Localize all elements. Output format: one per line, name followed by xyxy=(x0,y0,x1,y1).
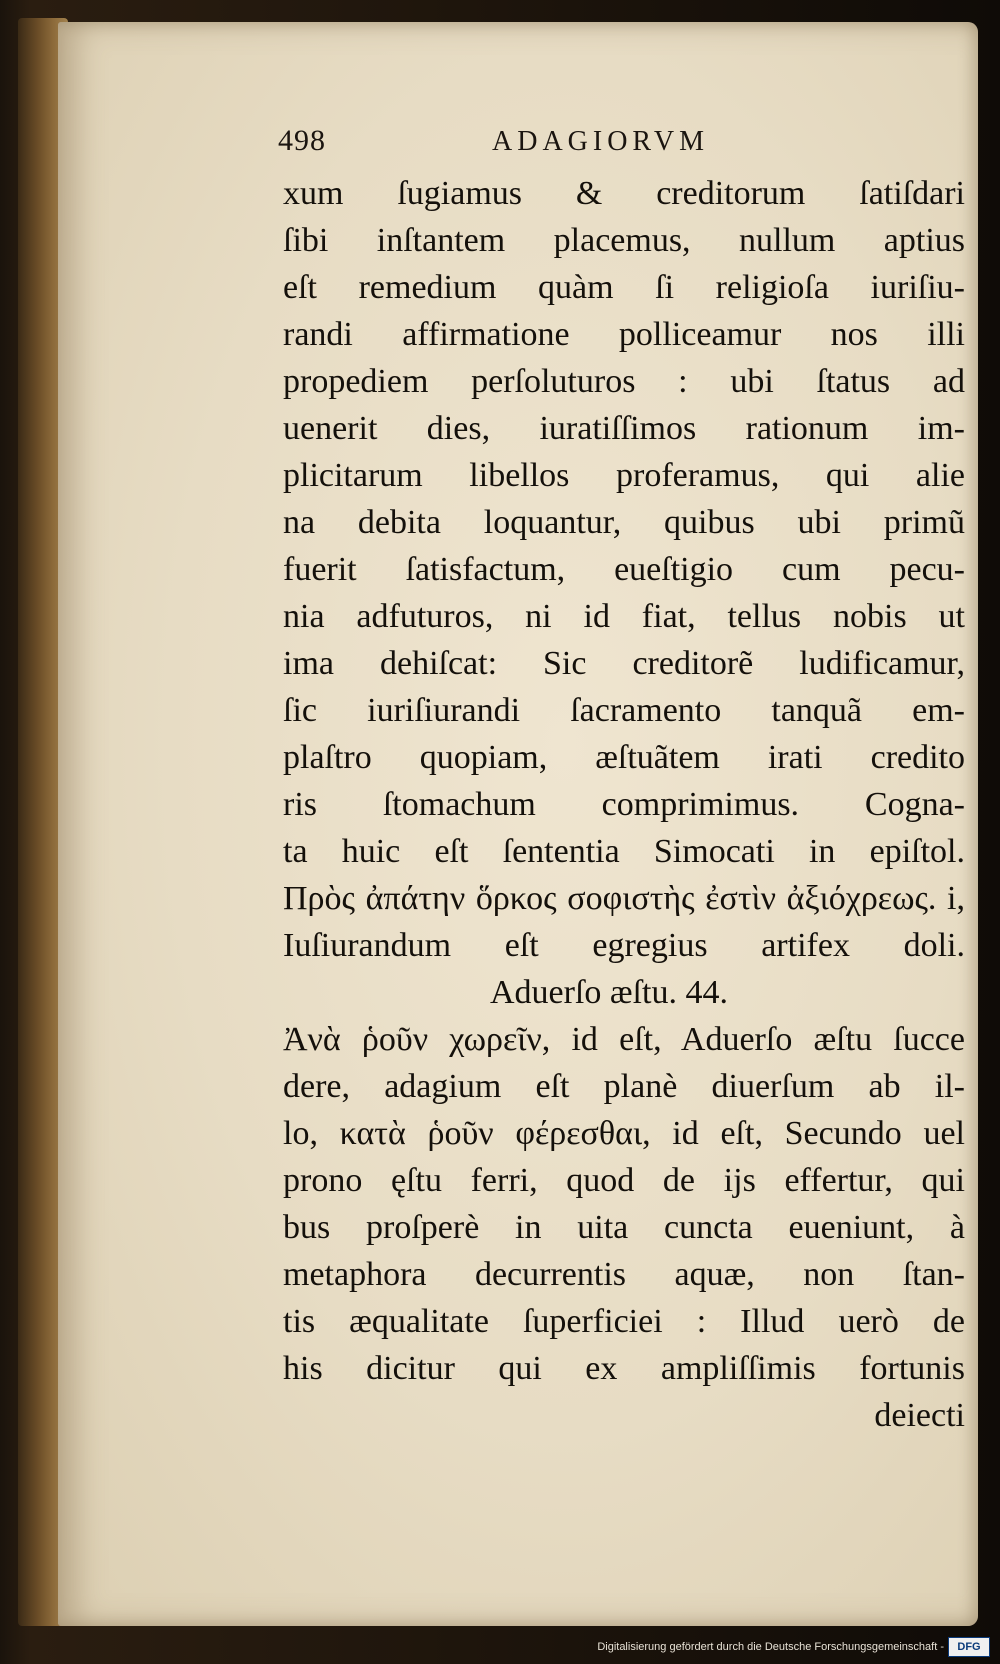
text-line: plaſtro quopiam, æſtuãtem irati credito xyxy=(283,739,965,776)
text-line: nia adfuturos, ni id fiat, tellus nobis ut xyxy=(283,598,965,635)
text-line: ſic iuriſiurandi ſacramento tanquã em- xyxy=(283,692,965,729)
text-line: ima dehiſcat: Sic creditorẽ ludificamur, xyxy=(283,645,965,682)
text-line: na debita loquantur, quibus ubi primũ xyxy=(283,504,965,541)
text-line: his dicitur qui ex ampliſſimis fortunis xyxy=(283,1350,965,1387)
text-line: metaphora decurrentis aquæ, non ſtan- xyxy=(283,1256,965,1293)
text-line: plicitarum libellos proferamus, qui alie xyxy=(283,457,965,494)
text-line: ris ſtomachum comprimimus. Cogna- xyxy=(283,786,965,823)
text-line: eſt remedium quàm ſi religioſa iuriſiu- xyxy=(283,269,965,306)
text-line: dere, adagium eſt planè diuerſum ab il- xyxy=(283,1068,965,1105)
catchword: deiecti xyxy=(874,1397,965,1434)
adage-heading: Aduerſo æſtu. 44. xyxy=(490,974,728,1011)
text-line: propediem perſoluturos : ubi ſtatus ad xyxy=(283,363,965,400)
digitization-credit: Digitalisierung gefördert durch die Deutsche Forschungsgemeinschaft - xyxy=(597,1641,944,1653)
dfg-logo: DFG xyxy=(948,1637,990,1657)
text-line: tis æqualitate ſuperficiei : Illud uerò de xyxy=(283,1303,965,1340)
text-line: Ἀνὰ ῥοῦν χωρεῖν, id eſt, Aduerſo æſtu ſucce xyxy=(283,1021,965,1058)
page-number: 498 xyxy=(278,124,326,157)
text-line: lo, κατὰ ῥοῦν φέρεσθαι, id eſt, Secundo uel xyxy=(283,1115,965,1152)
text-line: bus proſperè in uita cuncta eueniunt, à xyxy=(283,1209,965,1246)
body-text xyxy=(283,170,965,1434)
greek-quotation: Πρὸς ἀπάτην ὅρκος σοφιστὴς ἐστὶν ἀξιόχρεως. i, xyxy=(283,880,965,917)
page-header xyxy=(278,124,798,168)
text-line: prono ęſtu ferri, quod de ijs effertur, qui xyxy=(283,1162,965,1199)
text-line: Iuſiurandum eſt egregius artifex doli. xyxy=(283,927,965,964)
text-line: fuerit ſatisfactum, eueſtigio cum pecu- xyxy=(283,551,965,588)
text-line: uenerit dies, iuratiſſimos rationum im- xyxy=(283,410,965,447)
text-line: xum ſugiamus & creditorum ſatiſdari xyxy=(283,175,965,212)
text-line: ſibi inſtantem placemus, nullum aptius xyxy=(283,222,965,259)
text-line: ta huic eſt ſententia Simocati in epiſtol. xyxy=(283,833,965,870)
text-line: randi affirmatione polliceamur nos illi xyxy=(283,316,965,353)
running-head: ADAGIORVM xyxy=(492,126,709,157)
